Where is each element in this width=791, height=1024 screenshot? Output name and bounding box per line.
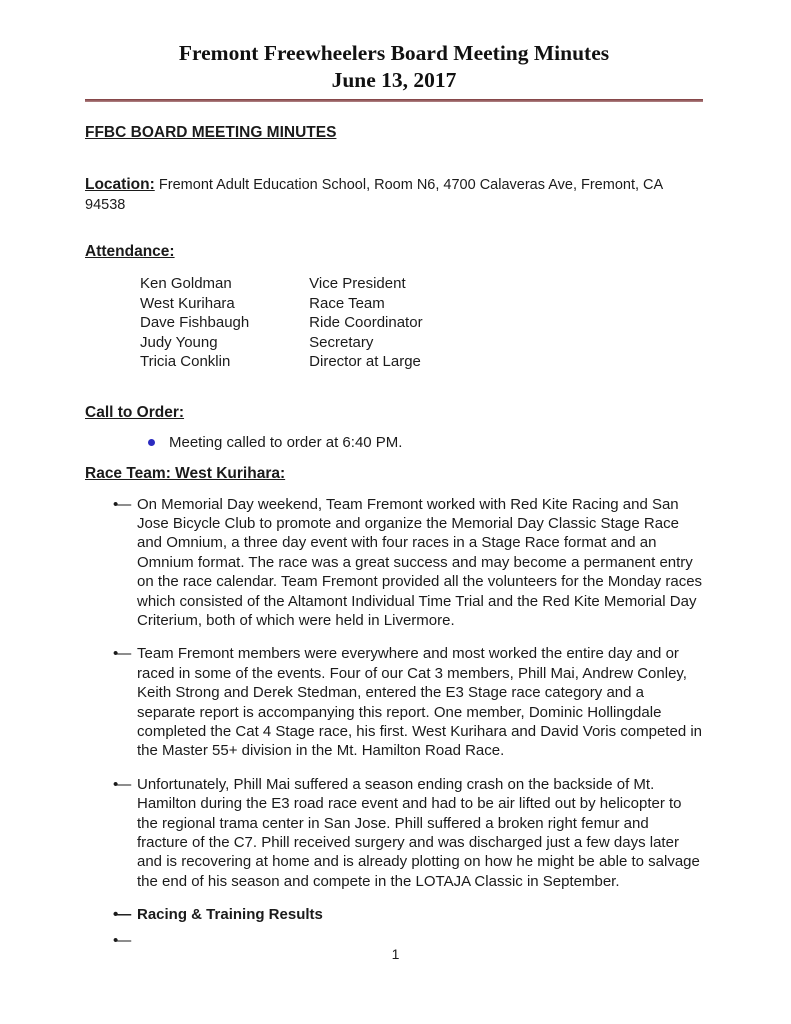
attendee-name: Dave Fishbaugh — [140, 314, 250, 331]
document-date: June 13, 2017 — [331, 68, 457, 92]
document-title: Fremont Freewheelers Board Meeting Minutes — [178, 41, 610, 65]
race-team-paragraph — [113, 775, 703, 891]
dash-bullet-icon: •— — [113, 775, 130, 793]
attendee-role: Race Team — [309, 294, 385, 312]
dash-bullet-icon: •— — [113, 495, 130, 513]
call-to-order-item — [148, 433, 703, 452]
location-value: Fremont Adult Education School, Room N6, 4700 Calaveras Ave, Fremont, CA 94538 — [85, 177, 663, 213]
attendee-role: Vice President — [309, 275, 406, 292]
dash-bullet-icon: •— — [113, 931, 130, 949]
bullet-dot-icon — [148, 439, 155, 446]
race-team-paragraph — [113, 644, 703, 760]
call-to-order-heading: Call to Order: — [85, 403, 185, 421]
attendance-row — [140, 274, 703, 294]
paragraph-text: On Memorial Day weekend, Team Fremont worked with Red Kite Racing and San Jose Bicycle Club to promote and organize the Memorial Day Classic Stage Race and Omnium, a three day event with four races in a Stage Race format and an Omnium format. The race was a great success and may become a permanent entry on the race calendar. Team Fremont provided all the volunteers for the Monday races which consisted of the Altamont Individual Time Trial and the Red Kite Memorial Day Criterium, both of which were held in Livermore. — [137, 495, 703, 629]
dash-bullet-icon: •— — [113, 645, 130, 663]
attendance-row — [140, 294, 703, 314]
attendee-role: Secretary — [309, 333, 374, 351]
attendee-name: Ken Goldman — [140, 275, 232, 292]
dash-bullet-icon: •— — [113, 906, 130, 924]
attendee-name: Tricia Conklin — [140, 353, 231, 370]
attendance-row — [140, 352, 703, 372]
location-label: Location: — [85, 176, 155, 193]
attendance-row — [140, 333, 703, 353]
attendee-role: Director at Large — [309, 353, 421, 370]
attendee-name: West Kurihara — [140, 294, 235, 312]
attendance-row — [140, 313, 703, 333]
attendee-role: Ride Coordinator — [309, 314, 423, 331]
race-team-results-item — [113, 905, 703, 924]
call-to-order-text: Meeting called to order at 6:40 PM. — [169, 433, 403, 451]
doc-heading: FFBC BOARD MEETING MINUTES — [85, 124, 337, 141]
attendance-heading: Attendance: — [85, 243, 175, 260]
race-team-heading: Race Team: West Kurihara: — [85, 464, 286, 482]
document-title-block — [85, 0, 703, 94]
title-rule — [85, 99, 703, 102]
attendee-name: Judy Young — [140, 333, 218, 351]
paragraph-text: Unfortunately, Phill Mai suffered a season ending crash on the backside of Mt. Hamilton during the E3 road race event and had to be air lifted out by helicopter to the regional trama center in San Jose. Phill suffered a broken right femur and fracture of the C7. Phill received surgery and was discharged just a few days later and is recovering at home and is already plotting on how he might be able to salvage the end of his season and compete in the LOTAJA Classic in September. — [137, 775, 700, 890]
race-team-paragraph — [113, 495, 703, 631]
paragraph-text: Team Fremont members were everywhere and most worked the entire day and or raced in some of the events. Four of our Cat 3 members, Phill Mai, Andrew Conley, Keith Strong and Derek Stedman, entered the E3 Stage race category and a separate report is accompanying this report. One member, Dominic Hollingdale completed the Cat 4 Stage race, his first. West Kurihara and David Voris competed in the Master 55+ division in the Mt. Hamilton Road Race. — [137, 645, 703, 760]
results-label: Racing & Training Results — [137, 906, 323, 924]
page-number: 1 — [391, 946, 400, 962]
location-line — [85, 175, 703, 215]
attendance-list — [140, 274, 703, 372]
